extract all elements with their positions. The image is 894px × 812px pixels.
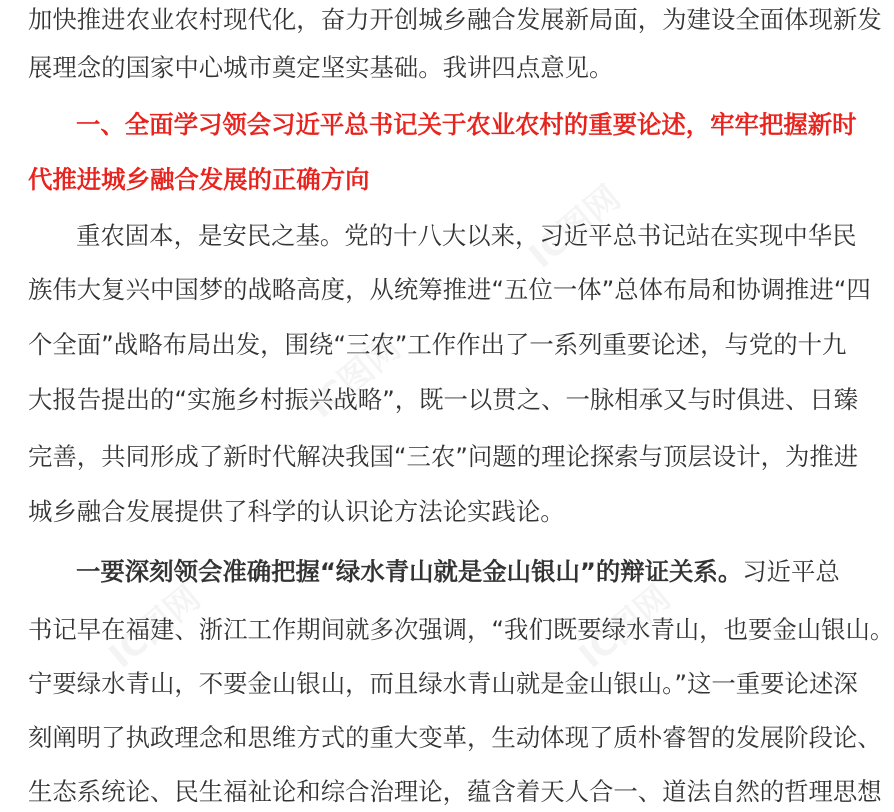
- paragraph-text: 习近平总: [742, 557, 840, 586]
- paragraph-line: 完善，共同形成了新时代解决我国“三农”问题的理论探索与顶层设计，为推进: [28, 442, 859, 471]
- section-heading: 代推进城乡融合发展的正确方向: [28, 165, 370, 194]
- paragraph-line: 重农固本，是安民之基。党的十八大以来，习近平总书记站在实现中华民: [76, 221, 857, 250]
- paragraph-line: 宁要绿水青山，不要金山银山，而且绿水青山就是金山银山。”这一重要论述深: [28, 669, 858, 698]
- section-heading: 一、全面学习领会习近平总书记关于农业农村的重要论述，牢牢把握新时: [76, 110, 857, 139]
- paragraph-line: 书记早在福建、浙江工作期间就多次强调，“我们既要绿水青山，也要金山银山。: [28, 615, 894, 644]
- paragraph-line: 刻阐明了执政理念和思维方式的重大变革，生动体现了质朴睿智的发展阶段论、: [28, 723, 882, 752]
- intro-line: 加快推进农业农村现代化，奋力开创城乡融合发展新局面，为建设全面体现新发: [28, 5, 882, 34]
- paragraph-line: 个全面”战略布局出发，围绕“三农”工作作出了一系列重要论述，与党的十九: [28, 330, 847, 359]
- intro-line: 展理念的国家中心城市奠定坚实基础。我讲四点意见。: [28, 53, 614, 82]
- paragraph-line: [76, 552, 840, 592]
- paragraph-line: 族伟大复兴中国梦的战略高度，从统筹推进“五位一体”总体布局和协调推进“四: [28, 275, 871, 304]
- paragraph-line: 大报告提出的“实施乡村振兴战略”，既一以贯之、一脉相承又与时俱进、日臻: [28, 385, 859, 414]
- paragraph-bold-lead: 一要深刻领会准确把握“绿水青山就是金山银山”的辩证关系。: [76, 557, 743, 586]
- paragraph-line: 城乡融合发展提供了科学的认识论方法论实践论。: [28, 497, 565, 526]
- paragraph-line: 生态系统论、民生福祉论和综合治理论，蕴含着天人合一、道法自然的哲理思想: [28, 777, 882, 806]
